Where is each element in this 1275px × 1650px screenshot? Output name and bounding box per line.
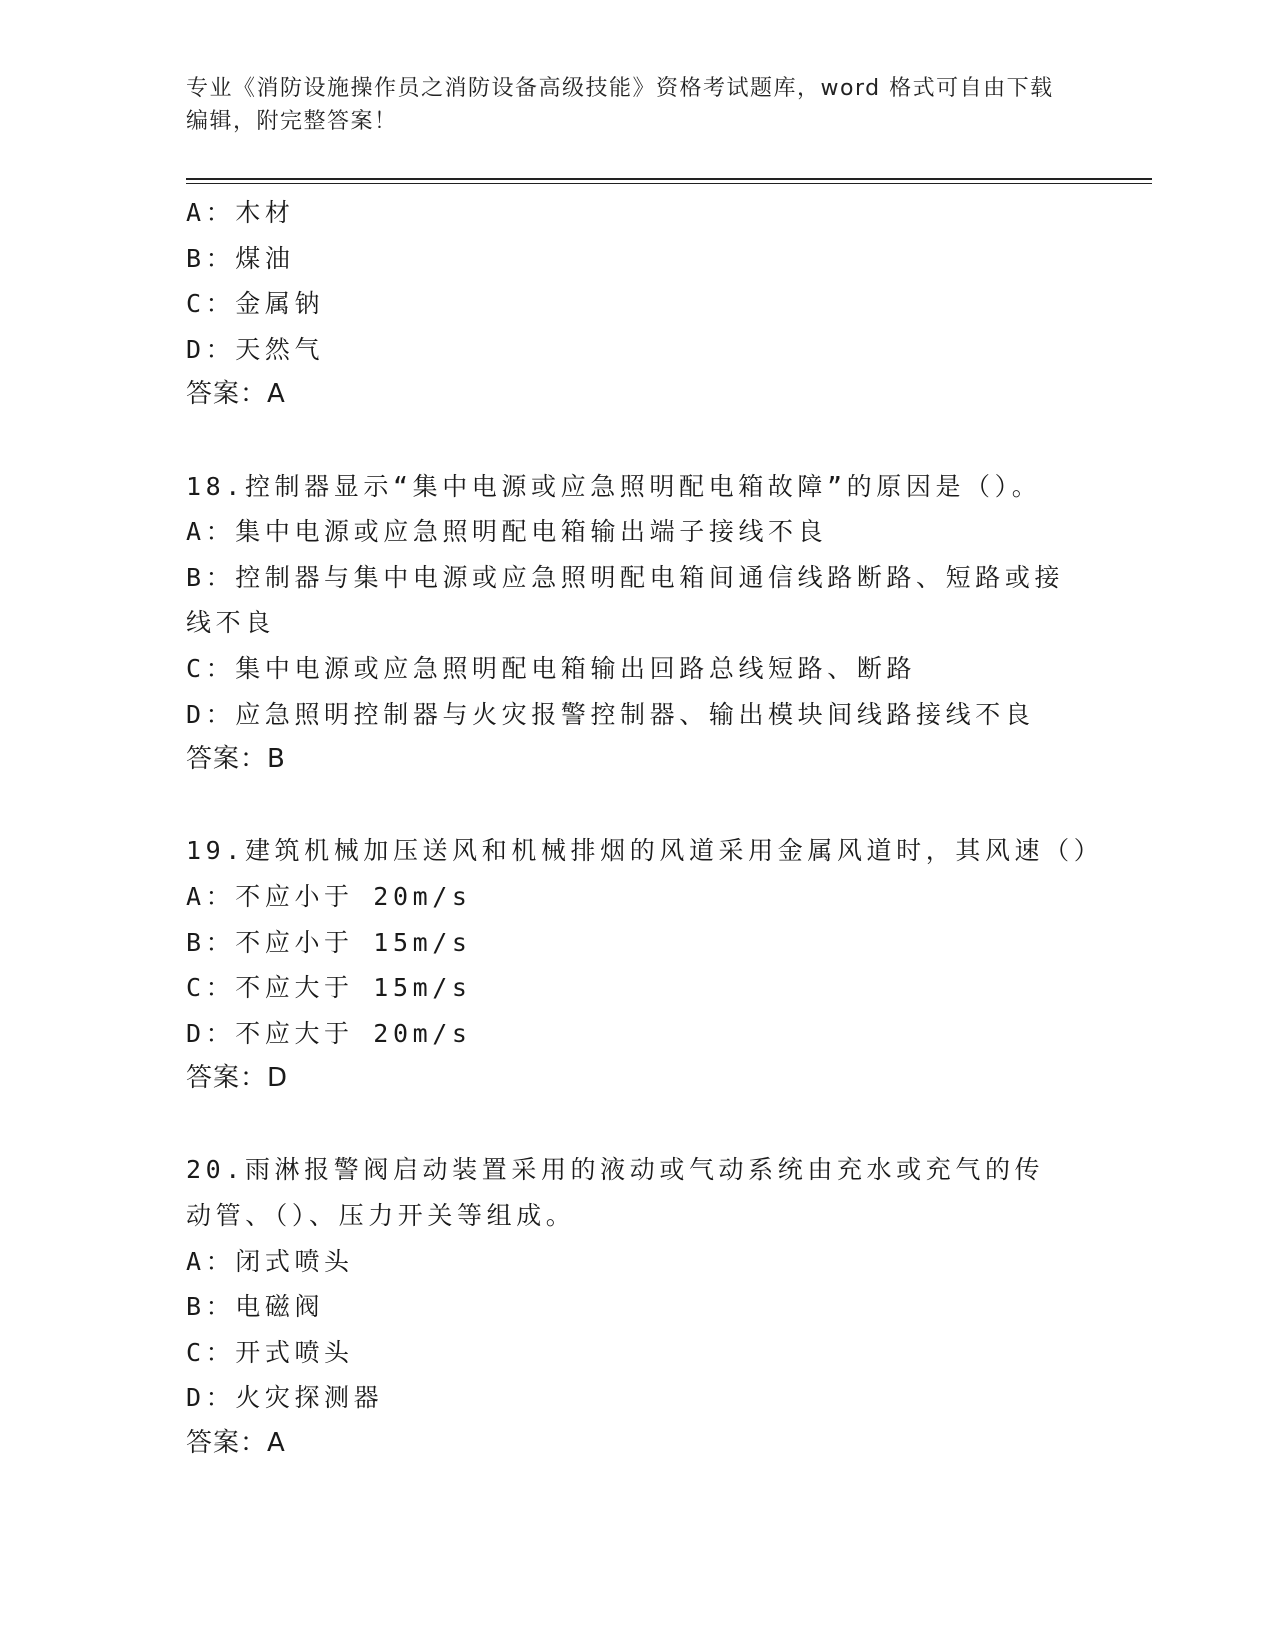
option-a: A：集中电源或应急照明配电箱输出端子接线不良: [186, 517, 828, 547]
option-b: B：煤油: [186, 243, 295, 273]
answer-line: 答案：D: [186, 1063, 289, 1094]
question-stem: 20.雨淋报警阀启动装置采用的液动或气动系统由充水或充气的传动管、（）、压力开关等组成。: [186, 1155, 1045, 1231]
header-divider-thin: [186, 183, 1152, 184]
option-b: B：不应小于 15m/s: [186, 927, 472, 957]
option-c: C：集中电源或应急照明配电箱输出回路总线短路、断路: [186, 653, 917, 683]
answer-line: 答案：A: [186, 1428, 286, 1459]
option-d: D：火灾探测器: [186, 1383, 384, 1413]
spacer: [186, 1102, 1086, 1148]
option-a: A：木材: [186, 198, 295, 227]
option-d: D：不应大于 20m/s: [186, 1018, 472, 1048]
option-b: B：控制器与集中电源或应急照明配电箱间通信线路断路、短路或接线不良: [186, 562, 1065, 638]
answer-line: 答案：A: [186, 379, 286, 410]
document-header: 专业《消防设施操作员之消防设备高级技能》资格考试题库，word 格式可自由下载编辑，附完整答案！: [186, 76, 1054, 134]
option-d: D：天然气: [186, 334, 325, 364]
question-list: [186, 190, 1104, 1467]
option-b: B：电磁阀: [186, 1292, 325, 1322]
answer-line: 答案：B: [186, 744, 286, 775]
question-block: [186, 190, 1086, 418]
question-stem: 19.建筑机械加压送风和机械排烟的风道采用金属风道时，其风速（）: [186, 836, 1104, 866]
option-a: A：闭式喷头: [186, 1246, 354, 1276]
question-block: [186, 828, 1104, 1102]
option-c: C：不应大于 15m/s: [186, 973, 472, 1003]
question-block: [186, 1147, 1086, 1466]
option-d: D：应急照明控制器与火灾报警控制器、输出模块间线路接线不良: [186, 699, 1035, 729]
question-block: [186, 464, 1086, 783]
spacer: [186, 783, 1086, 829]
option-a: A：不应小于 20m/s: [186, 881, 472, 911]
option-c: C：金属钠: [186, 289, 325, 319]
header-divider-thick: [186, 178, 1152, 180]
spacer: [186, 418, 1086, 464]
document-page: [186, 0, 1146, 1650]
question-stem: 18.控制器显示“集中电源或应急照明配电箱故障”的原因是（）。: [186, 471, 1042, 501]
option-c: C：开式喷头: [186, 1337, 354, 1367]
